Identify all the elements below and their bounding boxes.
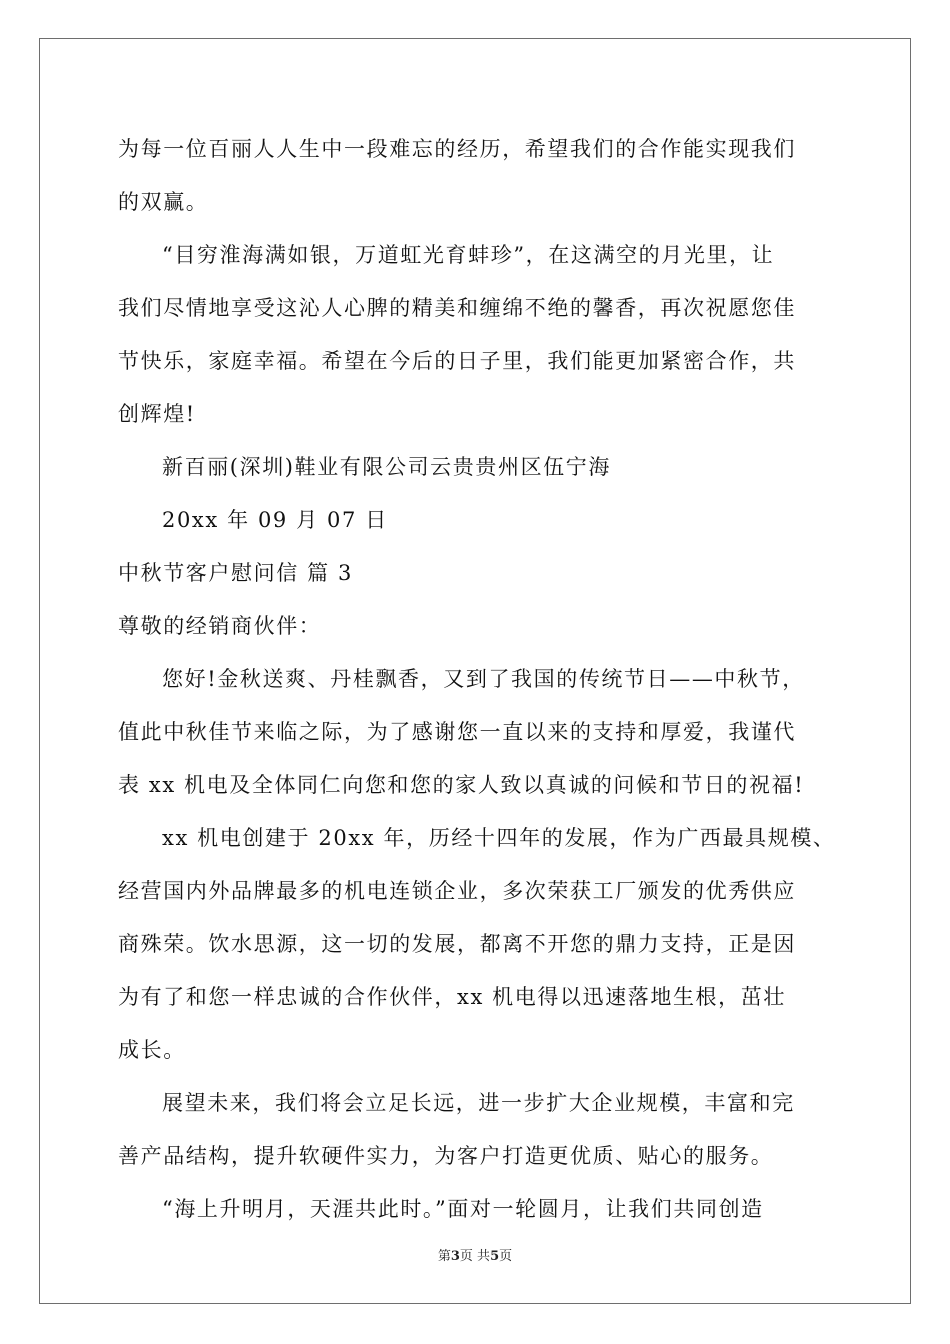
text-line: 善产品结构，提升软硬件实力，为客户打造更优质、贴心的服务。 [118,1144,774,1168]
salutation: 尊敬的经销商伙伴： [118,614,322,638]
text-line: 您好!金秋送爽、丹桂飘香，又到了我国的传统节日——中秋节， [162,667,805,691]
page-total: 5 [490,1249,500,1264]
text-line: 值此中秋佳节来临之际，为了感谢您一直以来的支持和厚爱，我谨代 [118,720,796,744]
text-line: 展望未来，我们将会立足长远，进一步扩大企业规模，丰富和完 [162,1091,795,1115]
text-line: 表 xx 机电及全体同仁向您和您的家人致以真诚的问候和节日的祝福! [118,773,805,797]
text-line: 我们尽情地享受这沁人心脾的精美和缠绵不绝的馨香，再次祝愿您佳 [118,296,796,320]
page-footer [0,1248,950,1266]
text-line: 成长。 [118,1038,186,1062]
text-line: 的双赢。 [118,190,209,214]
section-heading: 中秋节客户慰问信 篇 3 [118,561,353,585]
text-line: 为有了和您一样忠诚的合作伙伴，xx 机电得以迅速落地生根，茁壮 [118,985,786,1009]
text-line: 创辉煌! [118,402,196,426]
page-prefix: 第 [437,1249,451,1264]
text-line: 为每一位百丽人人生中一段难忘的经历，希望我们的合作能实现我们 [118,137,796,161]
signature-company: 新百丽(深圳)鞋业有限公司云贵贵州区伍宁海 [162,455,611,479]
text-line: 商殊荣。饮水思源，这一切的发展，都离不开您的鼎力支持，正是因 [118,932,796,956]
text-line: “海上升明月，天涯共此时。”面对一轮圆月，让我们共同创造 [162,1197,764,1221]
signature-date: 20xx 年 09 月 07 日 [162,508,388,532]
text-line: 经营国内外品牌最多的机电连锁企业，多次荣获工厂颁发的优秀供应 [118,879,796,903]
text-line: 节快乐，家庭幸福。希望在今后的日子里，我们能更加紧密合作，共 [118,349,796,373]
page-mid: 页 共 [459,1249,491,1264]
text-line: “目穷淮海满如银，万道虹光育蚌珍”，在这满空的月光里，让 [162,243,775,267]
page-current: 3 [450,1249,460,1264]
page-suffix: 页 [499,1249,513,1264]
text-line: xx 机电创建于 20xx 年，历经十四年的发展，作为广西最具规模、 [162,826,836,850]
document-body [118,123,838,1236]
